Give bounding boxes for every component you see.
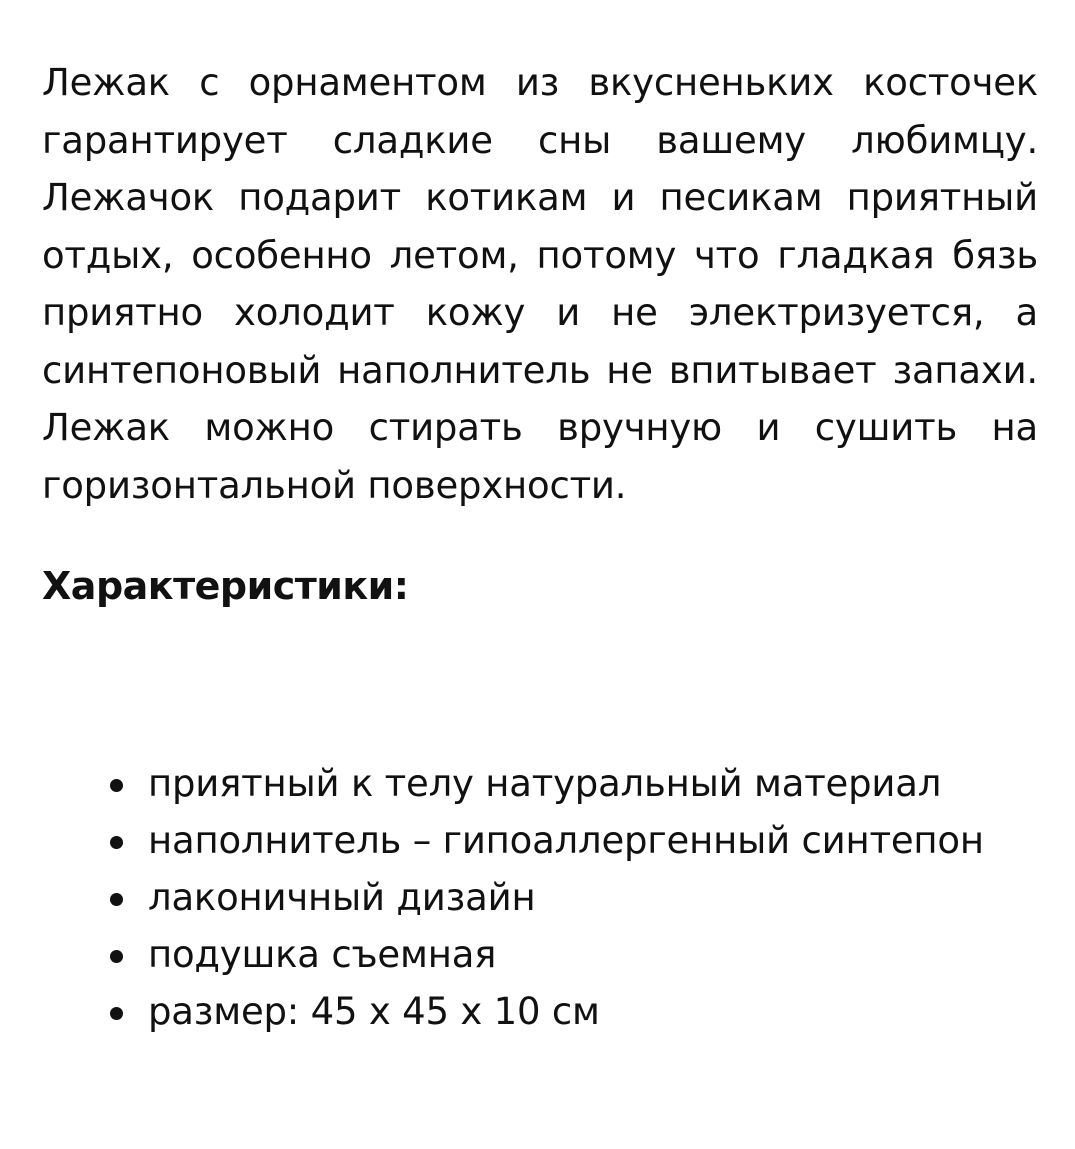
product-description: Лежак с орнаментом из вкусненьких косточек гарантирует сладкие сны вашему любимцу. Лежачок подарит котикам и песикам приятный отдых, особенно летом, потому что гладкая бязь приятно холодит кожу и не электризуется, а синтепоновый наполнитель не впитывает запахи. Лежак можно стирать вручную и сушить на горизонтальной поверхности. <box>42 61 1038 507</box>
list-item <box>108 755 1008 812</box>
characteristics-list <box>108 755 1008 1040</box>
bullet-icon <box>110 779 123 792</box>
list-item-text: подушка съемная <box>148 933 497 976</box>
bullet-icon <box>110 1007 123 1020</box>
list-item <box>108 812 1008 869</box>
list-item-text: приятный к телу натуральный материал <box>148 762 942 805</box>
list-item-text: размер: 45 х 45 х 10 см <box>148 990 600 1033</box>
list-item-text: лаконичный дизайн <box>148 876 536 919</box>
bullet-icon <box>110 950 123 963</box>
list-item <box>108 983 1008 1040</box>
list-item-text: наполнитель – гипоаллергенный синтепон <box>148 819 984 862</box>
product-description-block <box>42 54 1038 611</box>
list-item <box>108 869 1008 926</box>
characteristics-heading: Характеристики: <box>42 564 409 608</box>
bullet-icon <box>110 893 123 906</box>
bullet-icon <box>110 836 123 849</box>
list-item <box>108 926 1008 983</box>
